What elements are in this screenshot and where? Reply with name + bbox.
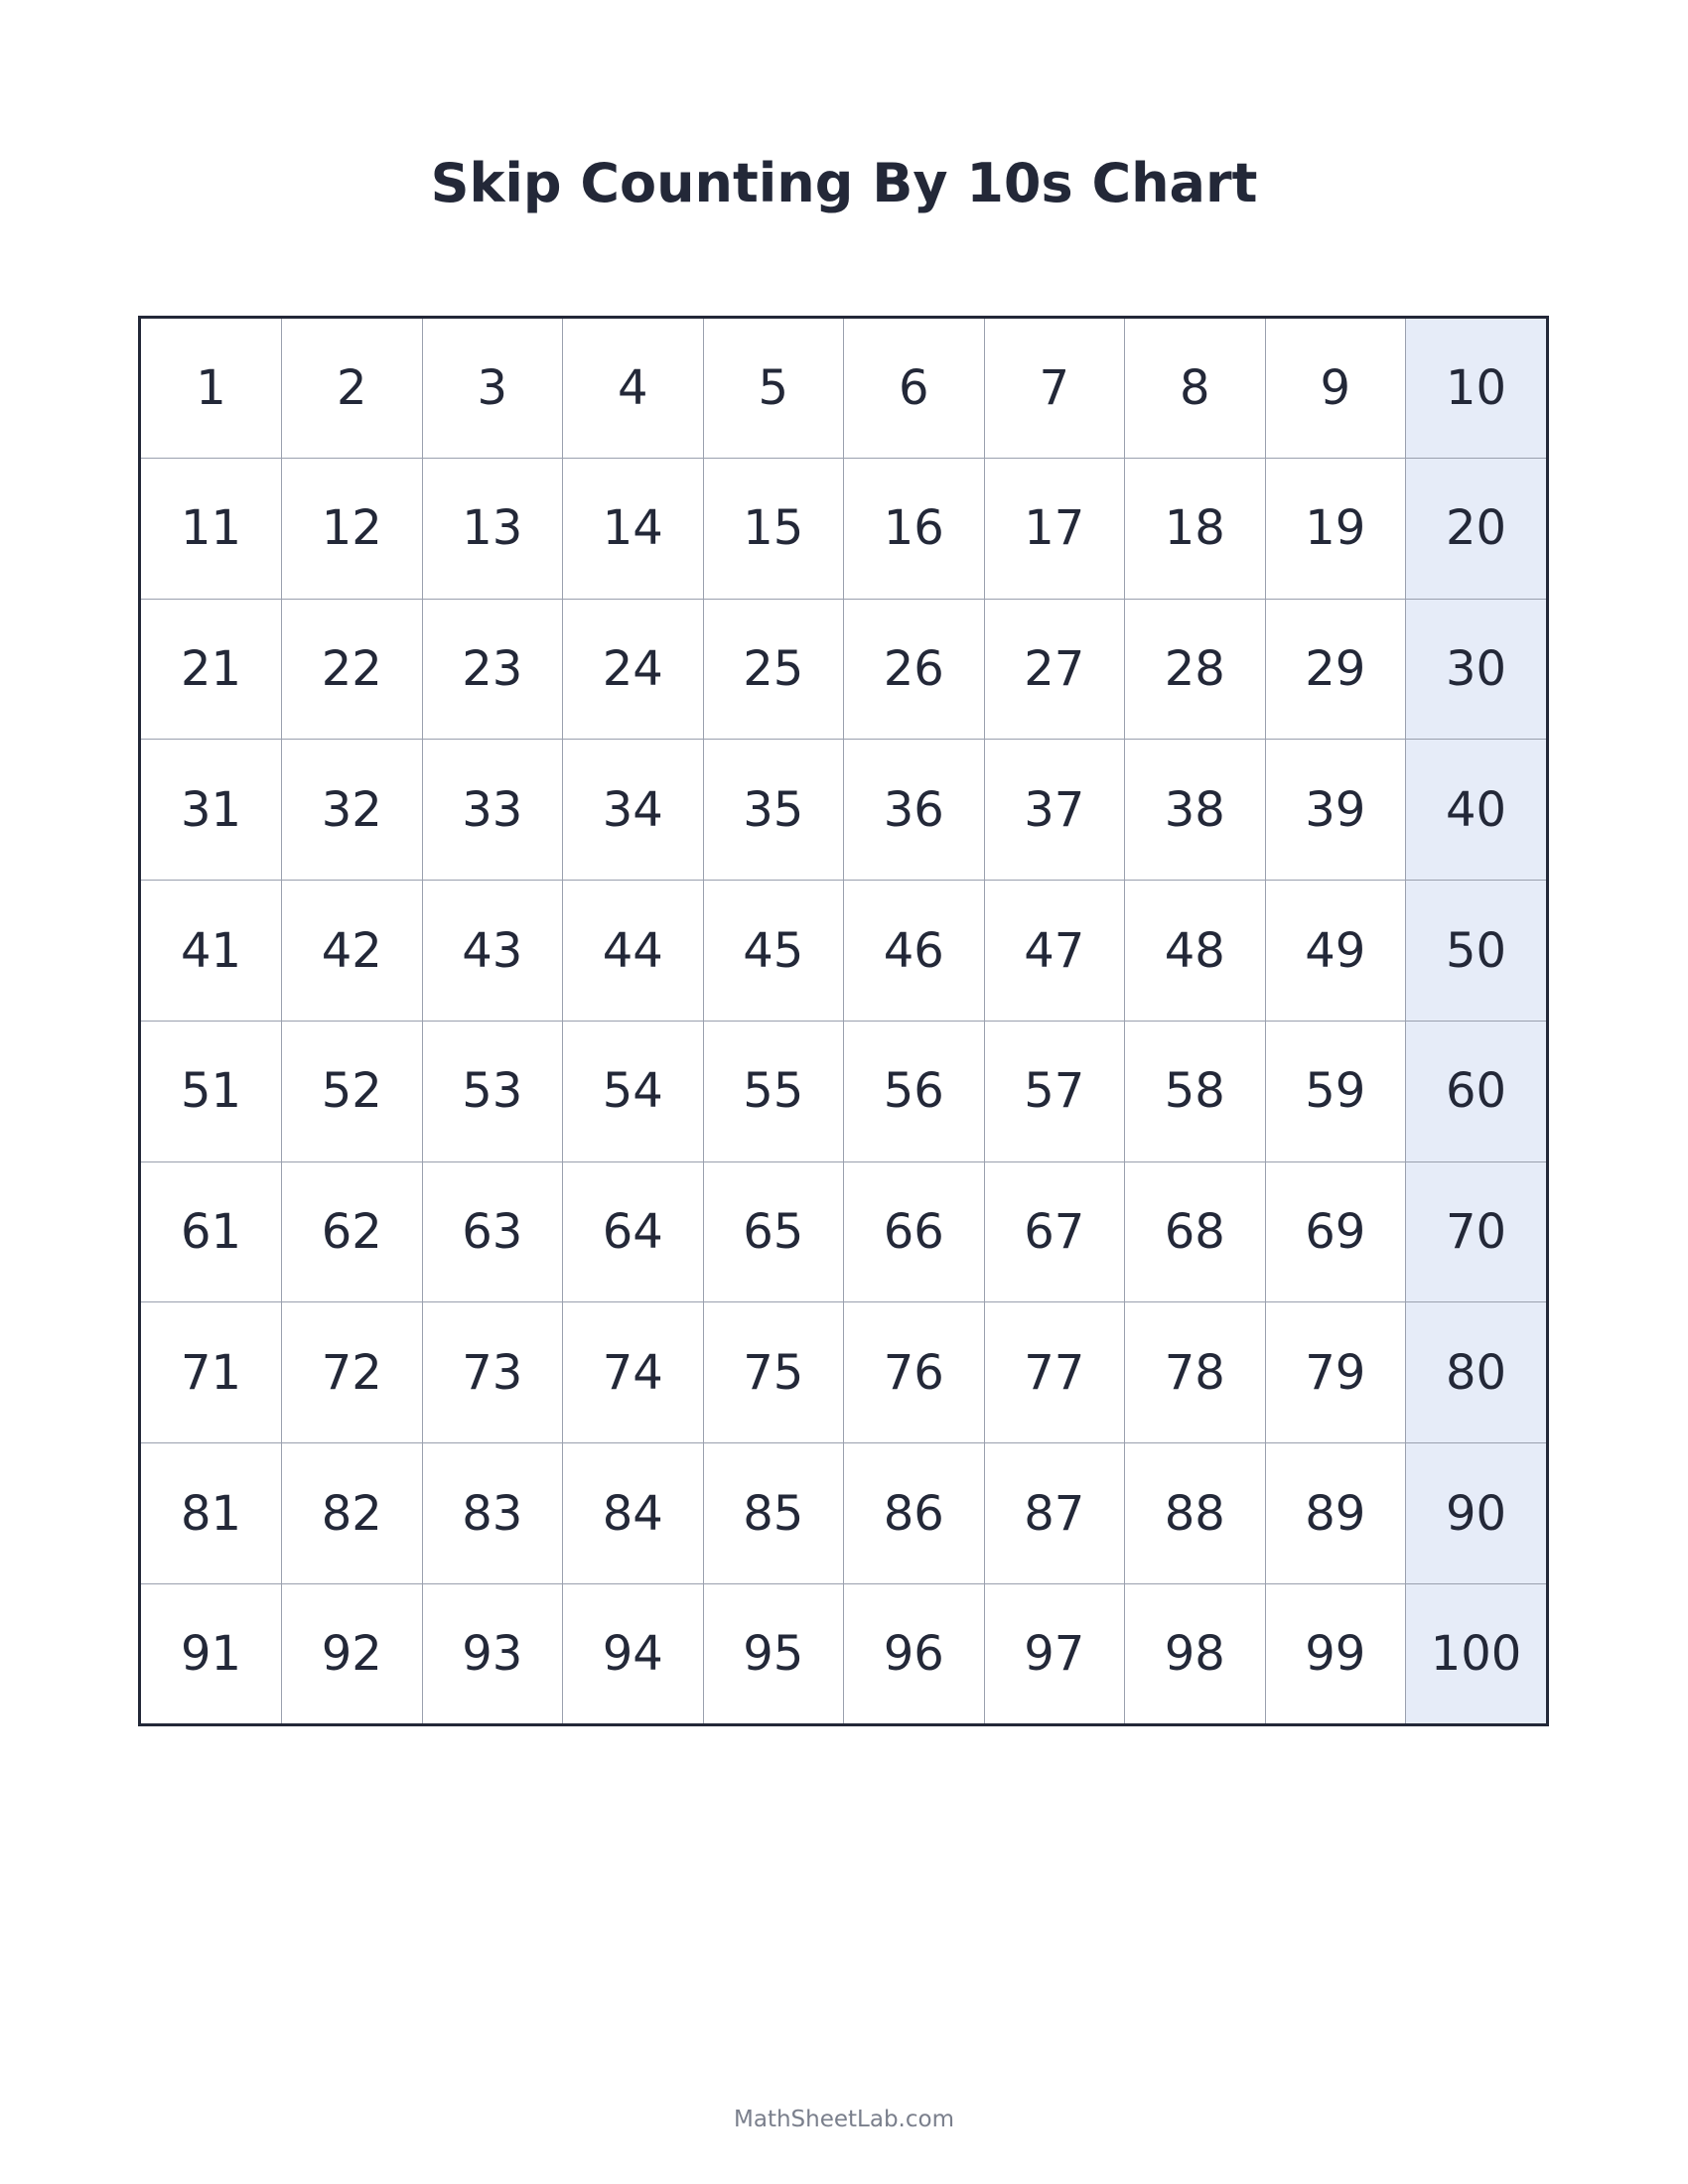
grid-cell: 44 — [563, 881, 704, 1022]
grid-cell: 48 — [1125, 881, 1266, 1022]
grid-cell-multiple-of-ten: 100 — [1406, 1583, 1547, 1723]
grid-cell: 57 — [984, 1021, 1125, 1161]
grid-cell: 41 — [141, 881, 282, 1022]
grid-cell: 9 — [1265, 319, 1406, 459]
grid-cell: 81 — [141, 1443, 282, 1584]
grid-cell: 29 — [1265, 599, 1406, 740]
grid-cell: 93 — [422, 1583, 563, 1723]
grid-cell: 25 — [703, 599, 844, 740]
grid-cell: 99 — [1265, 1583, 1406, 1723]
grid-cell: 73 — [422, 1302, 563, 1443]
grid-cell: 82 — [282, 1443, 423, 1584]
grid-cell: 22 — [282, 599, 423, 740]
grid-cell: 53 — [422, 1021, 563, 1161]
grid-cell: 46 — [844, 881, 985, 1022]
grid-cell: 4 — [563, 319, 704, 459]
grid-cell-multiple-of-ten: 90 — [1406, 1443, 1547, 1584]
grid-cell: 71 — [141, 1302, 282, 1443]
grid-cell-multiple-of-ten: 70 — [1406, 1161, 1547, 1302]
grid-cell: 55 — [703, 1021, 844, 1161]
grid-cell: 19 — [1265, 459, 1406, 600]
grid-cell: 85 — [703, 1443, 844, 1584]
grid-cell: 84 — [563, 1443, 704, 1584]
grid-cell: 72 — [282, 1302, 423, 1443]
grid-cell: 17 — [984, 459, 1125, 600]
grid-cell: 83 — [422, 1443, 563, 1584]
grid-cell: 18 — [1125, 459, 1266, 600]
grid-cell-multiple-of-ten: 60 — [1406, 1021, 1547, 1161]
grid-cell: 91 — [141, 1583, 282, 1723]
grid-cell: 42 — [282, 881, 423, 1022]
grid-cell-multiple-of-ten: 10 — [1406, 319, 1547, 459]
grid-cell: 21 — [141, 599, 282, 740]
grid-cell: 37 — [984, 740, 1125, 881]
grid-cell: 52 — [282, 1021, 423, 1161]
grid-cell: 54 — [563, 1021, 704, 1161]
footer-site-name: MathSheetLab.com — [734, 2107, 954, 2132]
grid-row — [141, 319, 1546, 459]
grid-cell: 13 — [422, 459, 563, 600]
grid-row — [141, 459, 1546, 600]
grid-cell: 43 — [422, 881, 563, 1022]
grid-cell: 89 — [1265, 1443, 1406, 1584]
hundreds-chart — [138, 316, 1549, 1726]
grid-cell: 3 — [422, 319, 563, 459]
grid-cell: 14 — [563, 459, 704, 600]
grid-cell: 59 — [1265, 1021, 1406, 1161]
grid-cell: 24 — [563, 599, 704, 740]
number-grid — [141, 319, 1546, 1723]
grid-cell: 76 — [844, 1302, 985, 1443]
grid-cell: 87 — [984, 1443, 1125, 1584]
grid-cell: 2 — [282, 319, 423, 459]
grid-cell: 78 — [1125, 1302, 1266, 1443]
grid-cell: 66 — [844, 1161, 985, 1302]
grid-cell: 26 — [844, 599, 985, 740]
grid-cell: 38 — [1125, 740, 1266, 881]
grid-cell: 31 — [141, 740, 282, 881]
grid-cell: 15 — [703, 459, 844, 600]
grid-row — [141, 1021, 1546, 1161]
grid-cell: 69 — [1265, 1161, 1406, 1302]
grid-cell: 11 — [141, 459, 282, 600]
grid-cell: 33 — [422, 740, 563, 881]
grid-body — [141, 319, 1546, 1723]
grid-cell: 75 — [703, 1302, 844, 1443]
grid-cell: 49 — [1265, 881, 1406, 1022]
grid-cell: 23 — [422, 599, 563, 740]
grid-cell: 7 — [984, 319, 1125, 459]
grid-cell: 64 — [563, 1161, 704, 1302]
grid-cell: 5 — [703, 319, 844, 459]
grid-cell: 92 — [282, 1583, 423, 1723]
grid-row — [141, 881, 1546, 1022]
page-title: Skip Counting By 10s Chart — [430, 152, 1258, 214]
grid-cell-multiple-of-ten: 50 — [1406, 881, 1547, 1022]
grid-cell: 96 — [844, 1583, 985, 1723]
grid-cell: 36 — [844, 740, 985, 881]
grid-cell: 27 — [984, 599, 1125, 740]
grid-cell: 34 — [563, 740, 704, 881]
grid-row — [141, 1161, 1546, 1302]
grid-cell: 97 — [984, 1583, 1125, 1723]
grid-cell: 51 — [141, 1021, 282, 1161]
grid-cell: 16 — [844, 459, 985, 600]
grid-cell: 8 — [1125, 319, 1266, 459]
grid-cell: 63 — [422, 1161, 563, 1302]
grid-cell: 1 — [141, 319, 282, 459]
grid-cell: 79 — [1265, 1302, 1406, 1443]
grid-cell: 77 — [984, 1302, 1125, 1443]
grid-cell: 35 — [703, 740, 844, 881]
grid-cell-multiple-of-ten: 20 — [1406, 459, 1547, 600]
grid-row — [141, 1302, 1546, 1443]
grid-cell: 28 — [1125, 599, 1266, 740]
grid-cell: 45 — [703, 881, 844, 1022]
grid-cell: 86 — [844, 1443, 985, 1584]
grid-row — [141, 1583, 1546, 1723]
grid-cell: 47 — [984, 881, 1125, 1022]
grid-row — [141, 740, 1546, 881]
grid-cell: 94 — [563, 1583, 704, 1723]
grid-cell-multiple-of-ten: 40 — [1406, 740, 1547, 881]
grid-cell-multiple-of-ten: 30 — [1406, 599, 1547, 740]
grid-cell: 68 — [1125, 1161, 1266, 1302]
grid-cell-multiple-of-ten: 80 — [1406, 1302, 1547, 1443]
grid-row — [141, 599, 1546, 740]
grid-cell: 39 — [1265, 740, 1406, 881]
grid-cell: 12 — [282, 459, 423, 600]
grid-cell: 61 — [141, 1161, 282, 1302]
grid-cell: 32 — [282, 740, 423, 881]
grid-cell: 98 — [1125, 1583, 1266, 1723]
grid-cell: 74 — [563, 1302, 704, 1443]
grid-cell: 56 — [844, 1021, 985, 1161]
grid-cell: 95 — [703, 1583, 844, 1723]
grid-cell: 62 — [282, 1161, 423, 1302]
grid-cell: 6 — [844, 319, 985, 459]
grid-cell: 65 — [703, 1161, 844, 1302]
grid-cell: 67 — [984, 1161, 1125, 1302]
grid-cell: 88 — [1125, 1443, 1266, 1584]
grid-row — [141, 1443, 1546, 1584]
grid-cell: 58 — [1125, 1021, 1266, 1161]
